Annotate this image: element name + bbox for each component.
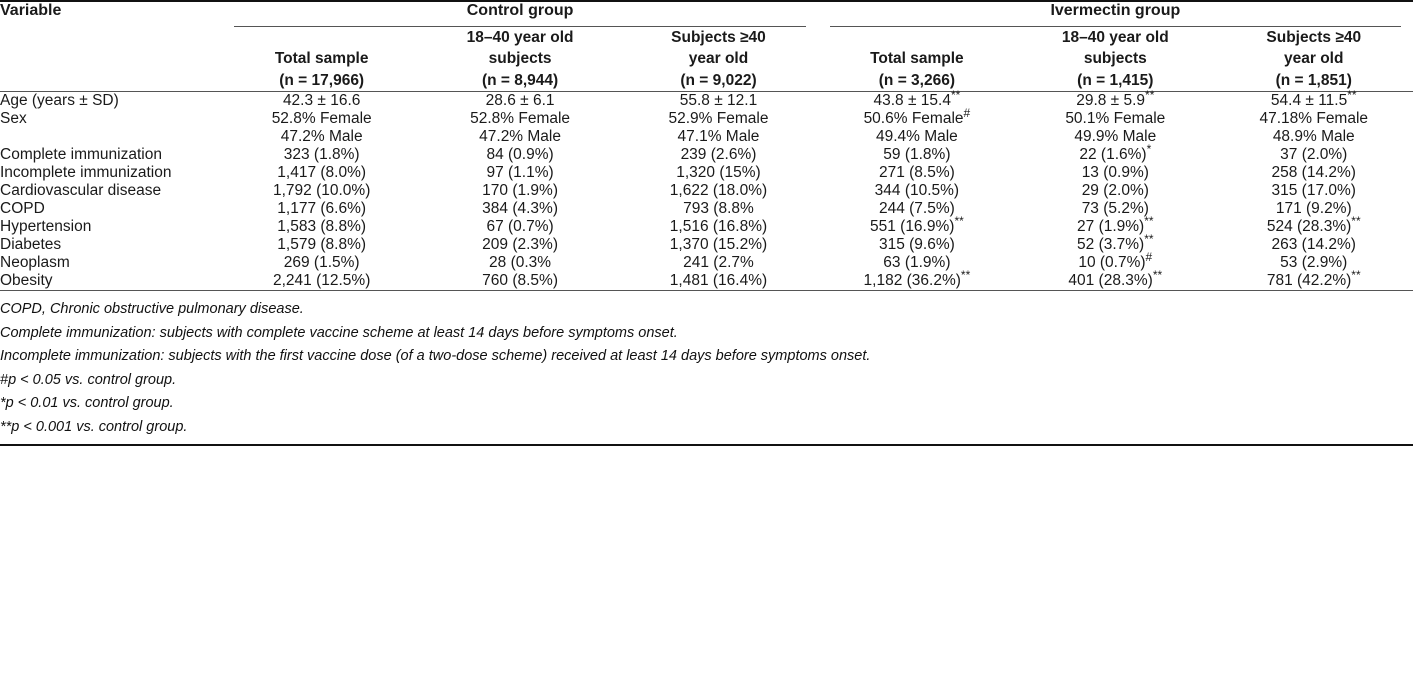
table-cell — [619, 164, 817, 182]
table-cell — [1215, 200, 1413, 218]
significance-marker: ** — [1144, 231, 1154, 246]
cell-value: 54.4 ± 11.5 — [1270, 92, 1348, 110]
table-footnotes — [0, 291, 1413, 439]
subheader-spacer — [0, 27, 222, 92]
table-cell — [222, 110, 420, 128]
cell-value: 241 (2.7% — [683, 254, 754, 272]
cell-value: 52.9% Female — [668, 110, 769, 128]
cell-value: 28.6 ± 6.1 — [485, 92, 555, 110]
cell-value: 258 (14.2%) — [1271, 164, 1356, 182]
table-cell — [1215, 164, 1413, 182]
table-row — [0, 254, 1413, 272]
cell-value: 1,417 (8.0%) — [277, 164, 367, 182]
cell-value: 47.1% Male — [677, 128, 760, 146]
table-cell — [619, 182, 817, 200]
cell-value: 401 (28.3%) — [1068, 272, 1153, 290]
cell-value: 50.1% Female — [1065, 110, 1166, 128]
cell-value: 47.2% Male — [280, 128, 363, 146]
cell-value: 1,481 (16.4%) — [669, 272, 768, 290]
cell-value: 29.8 ± 5.9 — [1076, 92, 1146, 110]
cell-value: 1,182 (36.2%) — [863, 272, 961, 290]
table-cell — [421, 92, 619, 110]
table-cell — [619, 218, 817, 236]
table-cell — [619, 146, 817, 164]
cell-value: 315 (9.6%) — [878, 236, 955, 254]
bottom-rule — [0, 444, 1413, 446]
subheader-line2: subjects — [1083, 50, 1147, 68]
subheader-line1: Subjects ≥40 — [671, 29, 766, 46]
statistics-table — [0, 0, 1413, 291]
cell-value: 244 (7.5%) — [878, 200, 955, 218]
cell-value: 48.9% Male — [1272, 128, 1355, 146]
table-cell — [1016, 87, 1214, 110]
subheader-n: (n = 9,022) — [680, 71, 757, 89]
row-variable-label: Hypertension — [0, 218, 92, 236]
cell-value: 52.8% Female — [470, 110, 571, 128]
subheader-control-total — [222, 27, 420, 92]
row-variable-label: Diabetes — [0, 236, 62, 254]
table-cell — [1016, 231, 1214, 254]
table-cell — [1016, 164, 1214, 182]
subheader-line1: 18–40 year old — [1061, 29, 1169, 46]
table-cell — [818, 105, 1016, 128]
group-header-control-label: Control group — [466, 2, 574, 19]
table-cell — [818, 213, 1016, 236]
cell-value: 170 (1.9%) — [482, 182, 558, 200]
cell-value: 50.6% Female — [863, 110, 964, 128]
table-cell — [222, 236, 420, 254]
significance-marker: # — [963, 105, 971, 120]
variable-column-header: Variable — [0, 2, 62, 19]
subheader-line2: year old — [688, 50, 749, 68]
significance-marker: ** — [1145, 87, 1155, 102]
table-cell — [222, 254, 420, 272]
table-cell — [421, 272, 619, 291]
table-cell — [1016, 110, 1214, 128]
table-cell — [222, 164, 420, 182]
row-variable-label: Complete immunization — [0, 146, 162, 164]
footnote-line: COPD, Chronic obstructive pulmonary disease. — [0, 301, 304, 318]
table-cell — [818, 200, 1016, 218]
table-cell — [421, 146, 619, 164]
table-cell — [1215, 267, 1413, 291]
table-cell — [421, 218, 619, 236]
row-variable-label: Sex — [0, 110, 27, 128]
cell-value: 1,579 (8.8%) — [277, 236, 367, 254]
row-variable-label: Incomplete immunization — [0, 164, 172, 182]
footnote-line: **p < 0.001 vs. control group. — [0, 418, 188, 435]
cell-value: 344 (10.5%) — [874, 182, 960, 200]
cell-value: 55.8 ± 12.1 — [679, 92, 758, 110]
cell-value: 1,622 (18.0%) — [669, 182, 768, 200]
subheader-ivermectin-total — [818, 27, 1016, 92]
table-row — [0, 272, 1413, 291]
significance-marker: ** — [1351, 213, 1361, 228]
cell-value: 1,792 (10.0%) — [272, 182, 371, 200]
table-cell — [421, 200, 619, 218]
subheader-line1: 18–40 year old — [466, 29, 574, 46]
group-header-control — [222, 2, 817, 27]
cell-value: 315 (17.0%) — [1271, 182, 1356, 200]
table-cell — [421, 236, 619, 254]
cell-value: 28 (0.3% — [489, 254, 552, 272]
cell-value: 52 (3.7%) — [1077, 236, 1145, 254]
cell-value: 793 (8.8% — [683, 200, 754, 218]
subheader-line1: Subjects ≥40 — [1266, 29, 1362, 46]
table-cell — [818, 236, 1016, 254]
cell-value: 47.2% Male — [479, 128, 561, 146]
significance-marker: * — [1146, 141, 1152, 156]
row-variable-label: COPD — [0, 200, 45, 218]
table-row — [0, 128, 1413, 146]
table-row — [0, 200, 1413, 218]
footnote-line: Incomplete immunization: subjects with the first vaccine dose (of a two-dose scheme) received at least 14 days before symptoms onset. — [0, 348, 871, 365]
cell-value: 10 (0.7%) — [1078, 254, 1146, 272]
group-underline-ivermectin — [830, 26, 1401, 27]
table-row — [0, 146, 1413, 164]
group-header-ivermectin — [818, 2, 1413, 27]
table-cell — [1016, 249, 1214, 272]
table-cell — [1215, 128, 1413, 146]
table-cell — [1016, 267, 1214, 291]
table-cell — [1215, 254, 1413, 272]
table-cell — [619, 236, 817, 254]
significance-marker: ** — [1347, 87, 1357, 102]
subheader-line1: Total sample — [274, 50, 369, 68]
table-cell — [1016, 141, 1214, 164]
row-variable-label: Age (years ± SD) — [0, 92, 119, 110]
cell-value: 53 (2.9%) — [1280, 254, 1348, 272]
cell-value: 1,320 (15%) — [676, 164, 761, 182]
footnote-line: *p < 0.01 vs. control group. — [0, 395, 174, 412]
subheader-n: (n = 8,944) — [481, 71, 559, 89]
cell-value: 323 (1.8%) — [283, 146, 360, 164]
cell-value: 63 (1.9%) — [883, 254, 951, 272]
table-cell — [619, 200, 817, 218]
cell-value: 1,583 (8.8%) — [277, 218, 367, 236]
cell-value: 42.3 ± 16.6 — [282, 92, 361, 110]
table-cell — [818, 128, 1016, 146]
cell-value: 27 (1.9%) — [1077, 218, 1145, 236]
cell-value: 84 (0.9%) — [486, 146, 554, 164]
cell-value: 384 (4.3%) — [482, 200, 558, 218]
cell-value: 13 (0.9%) — [1081, 164, 1149, 182]
cell-value: 59 (1.8%) — [883, 146, 951, 164]
cell-value: 781 (42.2%) — [1266, 272, 1352, 290]
table-cell — [1215, 110, 1413, 128]
significance-marker: ** — [1152, 267, 1163, 282]
table-head — [0, 1, 1413, 92]
table-cell — [222, 200, 420, 218]
table-cell — [818, 146, 1016, 164]
subheader-line2: year old — [1284, 50, 1344, 68]
significance-marker: ** — [1351, 267, 1361, 282]
table-cell — [818, 182, 1016, 200]
table-cell — [421, 254, 619, 272]
table-row — [0, 218, 1413, 236]
row-variable-label — [0, 128, 222, 146]
table-row — [0, 164, 1413, 182]
table-cell — [619, 128, 817, 146]
table-cell — [619, 254, 817, 272]
table-row — [0, 110, 1413, 128]
cell-value: 239 (2.6%) — [680, 146, 757, 164]
subheader-n: (n = 17,966) — [279, 71, 365, 89]
table-cell — [1016, 213, 1214, 236]
cell-value: 52.8% Female — [271, 110, 372, 128]
table-row — [0, 182, 1413, 200]
table-cell — [818, 164, 1016, 182]
table-cell — [421, 110, 619, 128]
row-variable-label: Obesity — [0, 272, 53, 290]
table-cell — [1215, 213, 1413, 236]
table-cell — [1215, 87, 1413, 110]
cell-value: 49.9% Male — [1074, 128, 1157, 146]
table-cell — [421, 182, 619, 200]
cell-value: 97 (1.1%) — [486, 164, 554, 182]
significance-marker: # — [1145, 249, 1153, 264]
cell-value: 263 (14.2%) — [1271, 236, 1356, 254]
table-row — [0, 92, 1413, 110]
significance-marker: ** — [1144, 213, 1154, 228]
subheader-line1: Total sample — [870, 50, 964, 68]
table-cell — [1016, 128, 1214, 146]
table-cell — [421, 164, 619, 182]
table-cell — [222, 92, 420, 110]
subheader-ivermectin-old — [1215, 27, 1413, 92]
footnote-line: #p < 0.05 vs. control group. — [0, 371, 177, 388]
table-cell — [1215, 182, 1413, 200]
cell-value: 551 (16.9%) — [869, 218, 955, 236]
significance-marker: ** — [950, 87, 961, 102]
table-body — [0, 87, 1413, 291]
table-cell — [619, 92, 817, 110]
table-cell — [818, 254, 1016, 272]
row-variable-label: Neoplasm — [0, 254, 70, 272]
table-cell — [1215, 236, 1413, 254]
cell-value: 269 (1.5%) — [283, 254, 360, 272]
table-cell — [1215, 146, 1413, 164]
cell-value: 271 (8.5%) — [878, 164, 955, 182]
cell-value: 1,177 (6.6%) — [277, 200, 367, 218]
table-cell — [222, 272, 420, 291]
table-cell — [619, 272, 817, 291]
subheader-n: (n = 3,266) — [878, 71, 956, 89]
cell-value: 49.4% Male — [875, 128, 958, 146]
cell-value: 171 (9.2%) — [1275, 200, 1352, 218]
table-cell — [619, 110, 817, 128]
cell-value: 209 (2.3%) — [482, 236, 558, 254]
table-cell — [421, 128, 619, 146]
cell-value: 524 (28.3%) — [1266, 218, 1352, 236]
footnote-line: Complete immunization: subjects with complete vaccine scheme at least 14 days before symptoms onset. — [0, 324, 678, 341]
table-cell — [222, 146, 420, 164]
group-header-row — [0, 2, 1413, 27]
cell-value: 1,370 (15.2%) — [669, 236, 768, 254]
cell-value: 73 (5.2%) — [1081, 200, 1149, 218]
cell-value: 22 (1.6%) — [1079, 146, 1147, 164]
cell-value: 47.18% Female — [1259, 110, 1369, 128]
subheader-ivermectin-young — [1016, 27, 1214, 92]
cell-value: 2,241 (12.5%) — [272, 272, 371, 290]
table-cell — [222, 218, 420, 236]
table-row — [0, 236, 1413, 254]
table-cell — [818, 267, 1016, 291]
subheader-control-young — [421, 27, 619, 92]
cell-value: 760 (8.5%) — [482, 272, 558, 290]
table-cell — [222, 182, 420, 200]
group-underline-control — [234, 26, 805, 27]
subheader-n: (n = 1,415) — [1077, 71, 1154, 89]
table-cell — [222, 128, 420, 146]
subheader-control-old — [619, 27, 817, 92]
significance-marker: ** — [954, 213, 964, 228]
cell-value: 43.8 ± 15.4 — [873, 92, 951, 110]
group-header-ivermectin-label: Ivermectin group — [1050, 2, 1181, 19]
subheader-n: (n = 1,851) — [1275, 71, 1352, 89]
cell-value: 67 (0.7%) — [486, 218, 554, 236]
row-variable-label: Cardiovascular disease — [0, 182, 162, 200]
cell-value: 1,516 (16.8%) — [669, 218, 768, 236]
significance-marker: ** — [960, 267, 971, 282]
subheader-row — [0, 27, 1413, 92]
table-cell — [1016, 182, 1214, 200]
cell-value: 29 (2.0%) — [1081, 182, 1149, 200]
table-cell — [818, 87, 1016, 110]
table-cell — [1016, 200, 1214, 218]
cell-value: 37 (2.0%) — [1280, 146, 1348, 164]
subheader-line2: subjects — [488, 50, 552, 68]
